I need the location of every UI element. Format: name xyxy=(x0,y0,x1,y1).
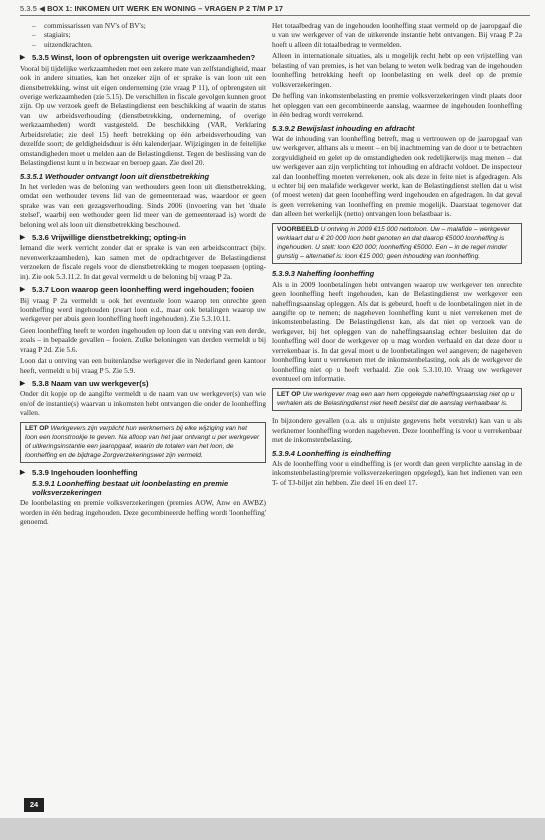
paragraph: Geen loonheffing heeft te worden ingehouden op loon dat u ontving van een derde, zoals – in bepaalde gevallen – fooien. Zulke beloningen van derden vermeldt u bij vraag P 2d. Zie 5.6. xyxy=(20,325,266,354)
paragraph: Alleen in internationale situaties, als u mogelijk recht hebt op een vrijstelling van belasting of van premies, is het van belang te weten welk bedrag van de ingehouden loonheffing betrekking heeft op loonbelasting en welk deel op de premie volksverzekeringen. xyxy=(272,51,522,89)
page-number: 24 xyxy=(24,798,44,812)
paragraph: Wat de inhouding van loonheffing betreft, mag u vertrouwen op de jaaropgaaf van uw werkgever, althans als u meent – en bij inachtneming van de door u te betrachten zorgvuldigheid en gelet op de omstandigheden ook redelijkerwijs mag menen – dat uw werkgever aan zijn verplichting tot inhouding en afdracht voldoet. De inspecteur zal dan loonheffing moeten verrekenen, ook als deze in feite niet is afgedragen. Als u echter bij een malafide werkgever werkt, kan de Belastingdienst stellen dat u wist (of moest weten) dat geen loonheffing werd ingehouden en afgedragen. In dat geval is geen verrekening van loonheffing en premie mogelijk. Daarstaat tegenover dat dan alleen het werkelijk (netto) ontvangen loon belastbaar is. xyxy=(272,133,522,219)
bullet-list xyxy=(32,21,266,49)
section-heading: ▶ 5.3.6 Vrijwillige dienstbetrekking; opting-in xyxy=(20,233,187,243)
triangle-right-icon: ▶ xyxy=(20,380,25,388)
paragraph: Iemand die werk verricht zonder dat er sprake is van een arbeidscontract (bijv. nevenwerkzaamheden), kan samen met de opdrachtgever de Belastingdienst verzoeken de fiscale regels voor de dienstbetrekking te mogen toepassen (opting-in). Zie ook 5.3.11.2. In dat geval vermeldt u de beloning bij vraag P 2a. xyxy=(20,243,266,281)
header-box-title: BOX 1: INKOMEN UIT WERK EN WONING – VRAGEN P 2 T/M P 17 xyxy=(47,4,284,13)
section-heading: ▶ 5.3.9 Ingehouden loonheffing xyxy=(20,468,138,478)
section-heading: ▶ 5.3.5 Winst, loon of opbrengsten uit overige werkzaamheden? xyxy=(20,53,256,63)
note-label: LET OP xyxy=(25,424,49,432)
viewer-bottom-strip xyxy=(0,818,545,840)
subsection-heading: 5.3.9.4 Loonheffing is eindheffing xyxy=(272,448,391,458)
subsection-heading: 5.3.9.3 Naheffing loonheffing xyxy=(272,269,375,279)
paragraph: Bij vraag P 2a vermeldt u ook het eventuele loon waarop ten onrechte geen loonheffing werd ingehouden (zwart loon e.d., maar ook betalingen waarop uw werkgever per abuis geen loonheffing heeft ingehouden). Zie 5.3.10.11. xyxy=(20,295,266,324)
paragraph: Loon dat u ontving van een buitenlandse werkgever die in Nederland geen kantoor heeft, vermeldt u bij vraag P 5. Zie 5.9. xyxy=(20,356,266,375)
paragraph: Als u in 2009 loonbetalingen hebt ontvangen waarop uw werkgever ten onrechte geen loonheffing heeft ingehouden, kan de Belastingdienst uw werkgever een naheffingsaanslag opleggen. Als dat is gebeurd, hoeft u de loonbetalingen niet in de aangifte op te nemen; de nageheven loonheffing kunt u niet verrekenen met de inkomstenbelasting. De Belastingdienst kan, als dat niet op verzoek van de werkgever, bij het opleggen van de naheffingsaanslag echter besluiten dat de loonheffing wél door de werkgever op u mag worden verhaald en dat deze door u verrekenbaar is. In dat geval moet u de loonbetalingen wel aangeven; de nageheven loonheffing kunt u verrekenen met de inkomstenbelasting, ook als de werkgever de loonheffing niet op u heeft verhaald. Zie ook 5.3.10.10. Vraag uw werkgever eventueel om informatie. xyxy=(272,279,522,384)
triangle-left-icon: ◀ xyxy=(39,4,45,13)
subsection-heading: 5.3.9.2 Bewijslast inhouding en afdracht xyxy=(272,123,415,133)
list-item: – uitzendkrachten. xyxy=(32,40,266,49)
right-column xyxy=(272,21,522,489)
subsection-heading: 5.3.9.1 Loonheffing bestaat uit loonbelasting en premie volksverzekeringen xyxy=(32,478,229,497)
note-box xyxy=(272,388,522,412)
paragraph: Het totaalbedrag van de ingehouden loonheffing staat vermeld op de jaaropgaaf die u van uw werkgever of van de uitkerende instantie hebt ontvangen. Bij vraag P 2a hoeft u alleen dit totaalbedrag te vermelden. xyxy=(272,21,522,49)
example-label: VOORBEELD xyxy=(277,225,319,233)
subsection-heading: 5.3.5.1 Wethouder ontvangt loon uit dienstbetrekking xyxy=(20,171,210,181)
header-rule xyxy=(20,15,530,16)
running-header xyxy=(20,4,530,14)
paragraph: De heffing van inkomstenbelasting en premie volksverzekeringen vindt plaats door het opleggen van een gecombineerde aanslag, waarmee de ingehouden loonheffing in één bedrag wordt verrekend. xyxy=(272,91,522,120)
triangle-right-icon: ▶ xyxy=(20,469,25,477)
section-heading: ▶ 5.3.8 Naam van uw werkgever(s) xyxy=(20,379,149,389)
note-text: Werkgevers zijn verplicht hun werknemers bij elke wijziging van het loon een loonstrookje te geven. Na afloop van het jaar ontvangt u per werkgever of uitkeringsinstantie een jaaropgaaf, waarin de totalen van het loon, de loonheffing en de bijdrage Zorgverzekeringswet zijn vermeld. xyxy=(25,424,260,459)
triangle-right-icon: ▶ xyxy=(20,286,25,294)
note-label: LET OP xyxy=(277,390,301,398)
triangle-right-icon: ▶ xyxy=(20,234,25,242)
list-item: – stagiairs; xyxy=(32,30,266,39)
triangle-right-icon: ▶ xyxy=(20,54,25,62)
paragraph: In het verleden was de beloning van wethouders geen loon uit dienstbetrekking, omdat een wethouder tevens lid van de gemeenteraad was, waardoor er geen sprake was van een gezagsverhouding. Sinds 2006 (invoering van het 'duale stelsel', waarbij een wethouder geen lid meer van de gemeenteraad is) wordt de beloning wel als loon uit dienstbetrekking beschouwd. xyxy=(20,181,266,229)
note-text: Uw werkgever mag een aan hem opgelegde naheffingsaanslag niet op u verhalen als de Belastingdienst niet heeft beslist dat de aanslag verhaalbaar is. xyxy=(277,390,515,407)
section-heading: ▶ 5.3.7 Loon waarop geen loonheffing werd ingehouden; fooien xyxy=(20,285,254,295)
paragraph: Vooral bij tijdelijke werkzaamheden met een zekere mate van zelfstandigheid, maar ook in andere situaties, kan het onzeker zijn of er sprake is van loon uit een dienstbetrekking, winst uit eigen onderneming (zie vraag P 11), of opbrengsten uit overige werkzaamheden (zie 5.15). De verschillen in fiscale gevolgen kunnen groot zijn. Op uw verzoek geeft de Belastingdienst een beschikking af waarin de status van uw arbeidsverhouding (dienstbetrekking, onderneming, of overige werkzaamheden) wordt vastgesteld. De beschikking (VAR, Verklaring Arbeidsrelatie; zie deel 15) heeft betrekking op één arbeidsverhouding van dezelfde soort; de geldigheidsduur is één kalenderjaar. Wijzigingen in de feitelijke omstandigheden moet u melden aan de Belastingdienst. Tegen de beslissing van de Belastingdienst kunt u in bezwaar en beroep gaan. Zie deel 20. xyxy=(20,63,266,168)
paragraph: De loonbelasting en premie volksverzekeringen (premies AOW, Anw en AWBZ) worden in één bedrag ingehouden. Deze gecombineerde heffing wordt 'loonheffing' genoemd. xyxy=(20,498,266,527)
paragraph: In bijzondere gevallen (o.a. als u onjuiste gegevens hebt verstrekt) kan van u als werknemer loonheffing worden nageheven. Deze loonheffing is voor u verrekenbaar met de inkomstenbelasting. xyxy=(272,416,522,445)
note-box xyxy=(20,422,266,464)
example-text: U ontving in 2009 €15 000 nettoloon. Uw – malafide – werkgever verklaart dat u € 20 000 loon hebt genoten en dat daarop €5000 loonheffing is ingehouden. U stelt: loon €20 000; loonheffing €5000. Een – in de regel minder gunstig – alternatief is: loon €15 000; geen inhouding van loonheffing. xyxy=(277,225,510,260)
paragraph: Als de loonheffing voor u eindheffing is (er wordt dan geen verplichte aanslag in de inkomstenbelasting/premie volksverzekeringen opgelegd), kan het indienen van een T- of TJ-biljet zin hebben. Zie deel 16 en deel 17. xyxy=(272,459,522,487)
paragraph: Onder dit kopje op de aangifte vermeldt u de naam van uw werkgever(s) van wie en/of de instantie(s) waarvan u inkomsten hebt ontvangen die onder de loonheffing vallen. xyxy=(20,389,266,418)
list-item: – commissarissen van NV's of BV's; xyxy=(32,21,266,30)
header-section-number: 5.3.5 xyxy=(20,4,37,13)
left-column xyxy=(20,21,266,528)
example-box xyxy=(272,223,522,265)
